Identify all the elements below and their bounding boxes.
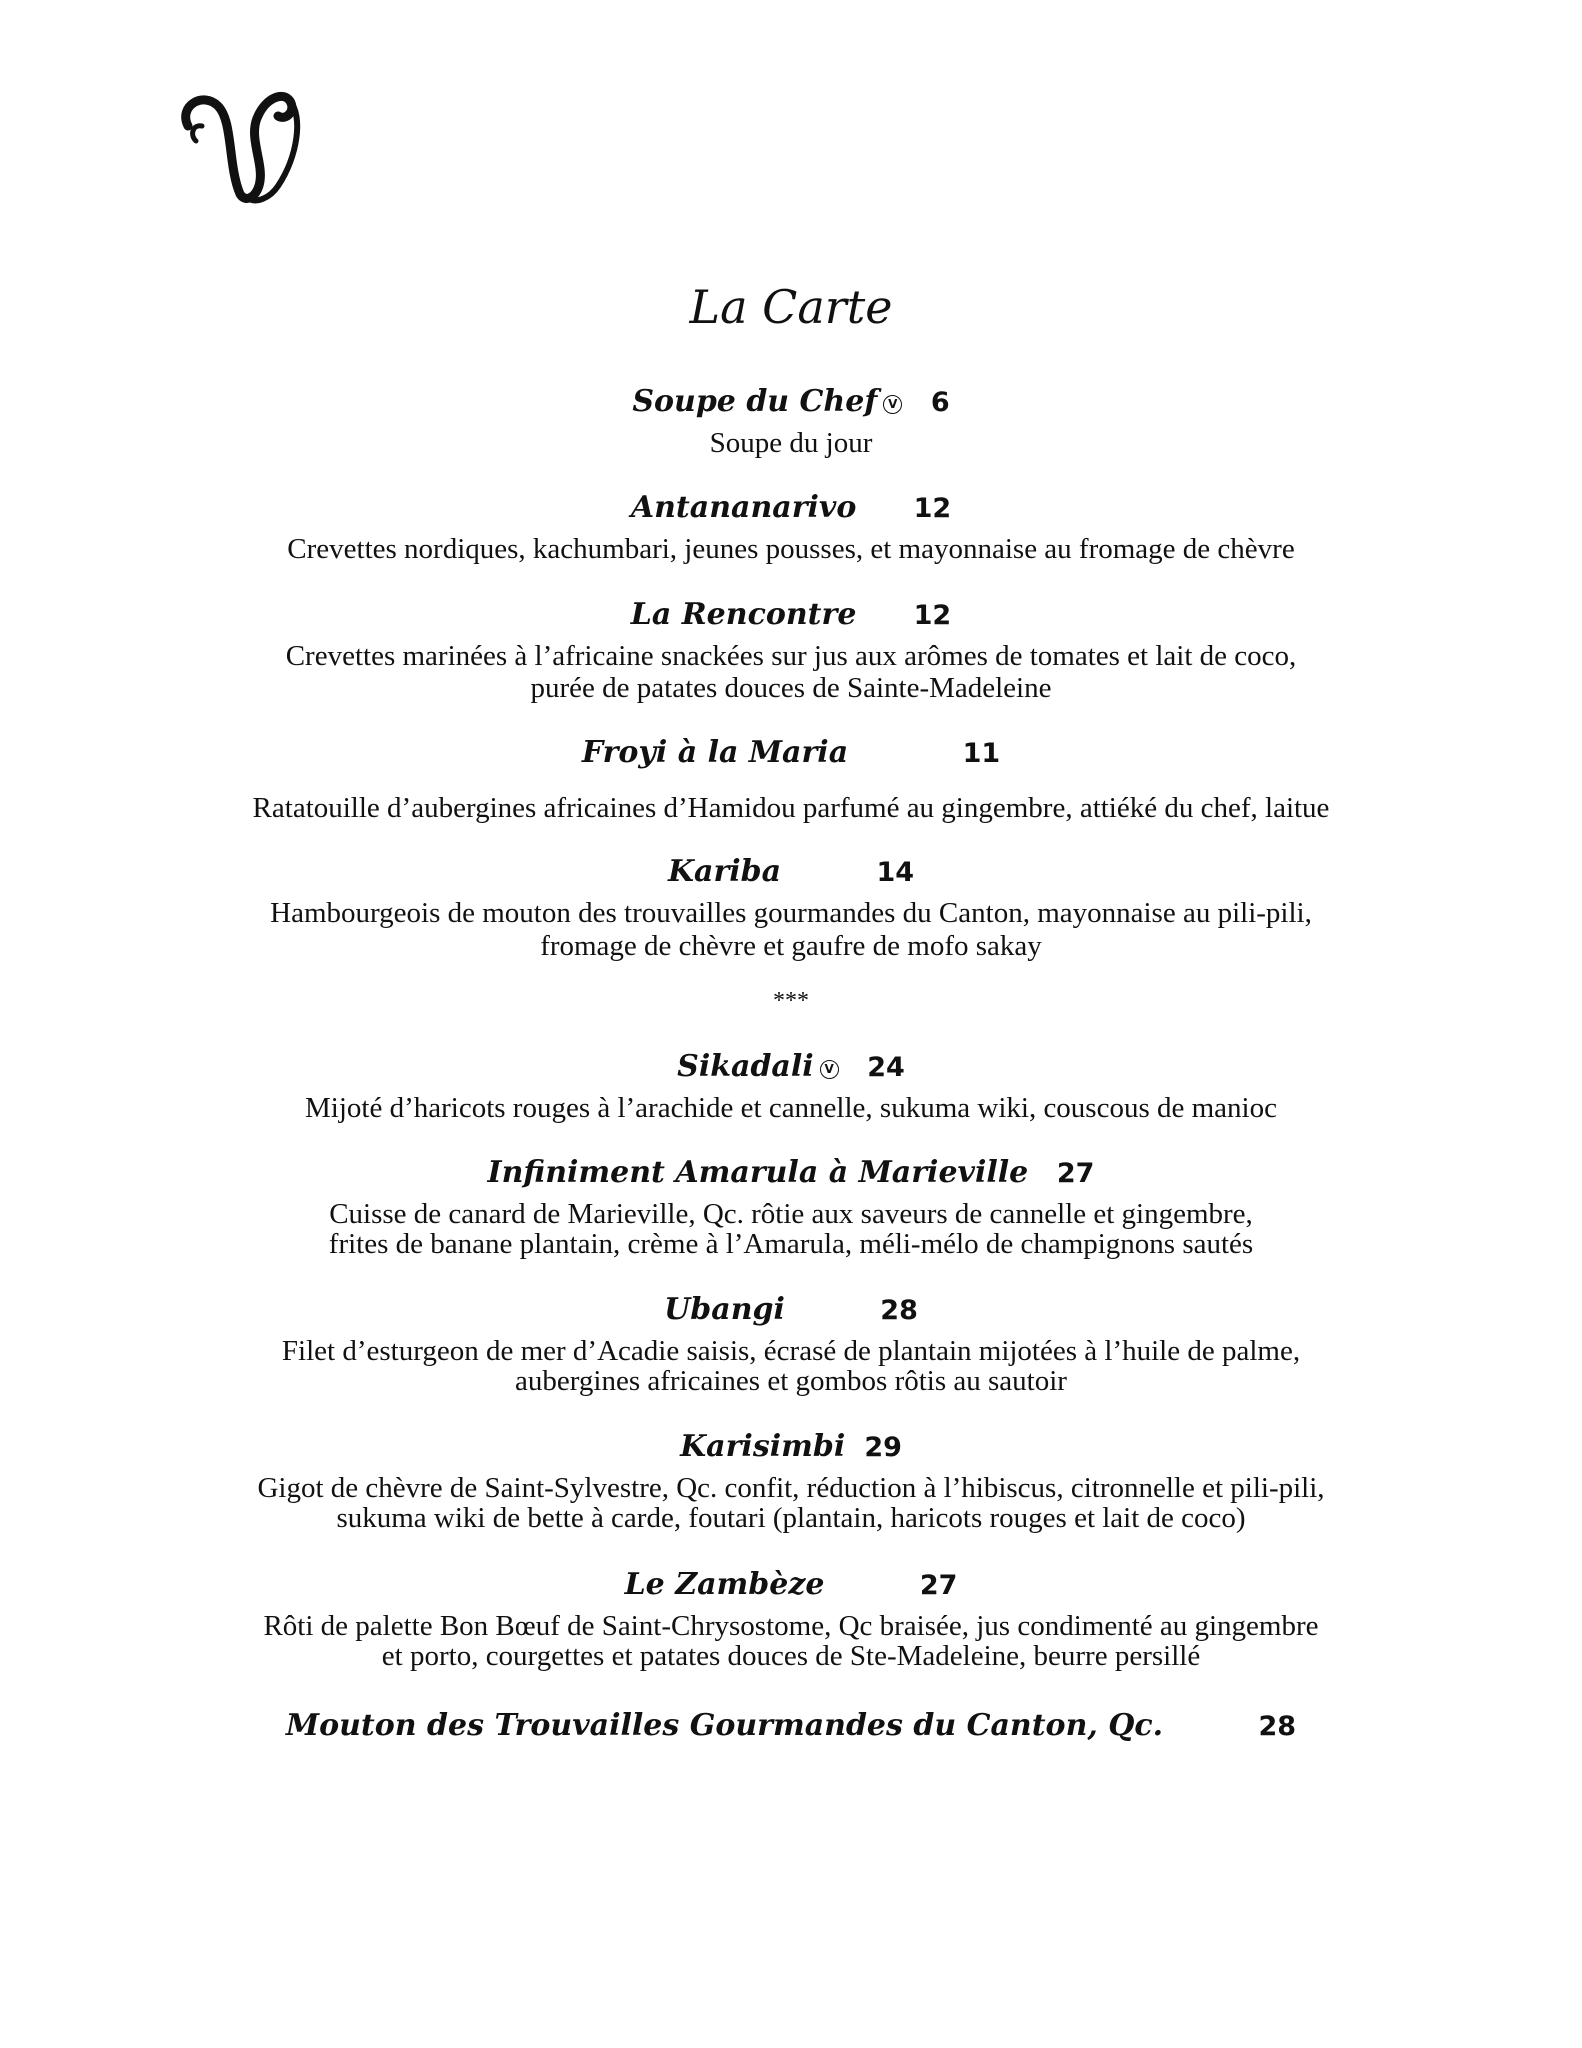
menu-item-heading [0,854,1582,891]
menu-item-description: Hambourgeois de mouton des trouvailles gourmandes du Canton, mayonnaise au pili-pili, [270,897,1312,929]
menu-item-heading [0,1708,1582,1745]
menu-item-price: 6 [930,387,950,418]
menu-item-heading [0,1049,1582,1086]
menu-title: La Carte [689,280,893,334]
menu-item-description: Soupe du jour [709,427,873,459]
menu-item-price: 28 [880,1295,918,1326]
section-separator: *** [773,988,809,1014]
menu-item-name: Sikadali [677,1049,814,1084]
menu-item-price: 28 [1258,1711,1297,1742]
menu-item-name: Froyi à la Maria [581,735,849,770]
menu-item-name: Le Zambèze [624,1567,825,1602]
menu-item-description: Ratatouille d’aubergines africaines d’Hamidou parfumé au gingembre, attiéké du chef, laitue [252,792,1330,824]
menu-item-name: Ubangi [664,1292,785,1327]
menu-item-description: Mijoté d’haricots rouges à l’arachide et cannelle, sukuma wiki, couscous de manioc [305,1092,1277,1124]
menu-item-description: et porto, courgettes et patates douces de Ste-Madeleine, beurre persillé [381,1640,1201,1672]
menu-item-description: Filet d’esturgeon de mer d’Acadie saisis, écrasé de plantain mijotées à l’huile de palme, [281,1335,1301,1367]
menu-item-heading [0,384,1582,421]
menu-item-description: frites de banane plantain, crème à l’Amarula, méli-mélo de champignons sautés [328,1228,1254,1260]
menu-item-name: Kariba [667,854,782,889]
menu-item-price: 24 [867,1052,905,1083]
menu-item-heading [0,597,1582,634]
menu-item-heading [0,1155,1582,1192]
menu-item-price: 29 [864,1432,902,1463]
menu-item-description: sukuma wiki de bette à carde, foutari (plantain, haricots rouges et lait de coco) [336,1502,1246,1534]
menu-item-price: 27 [1056,1158,1095,1189]
menu-item-description: Cuisse de canard de Marieville, Qc. rôtie aux saveurs de cannelle et gingembre, [329,1198,1253,1230]
menu-item-description: Gigot de chèvre de Saint-Sylvestre, Qc. confit, réduction à l’hibiscus, citronnelle et pili-pili, [257,1472,1325,1504]
menu-item-price: 11 [962,738,1001,769]
menu-item-description: Crevettes marinées à l’africaine snackées sur jus aux arômes de tomates et lait de coco, [285,640,1297,672]
menu-item-heading [0,490,1582,527]
menu-item-description: aubergines africaines et gombos rôtis au sautoir [515,1365,1067,1397]
menu-item-description: purée de patates douces de Sainte-Madeleine [530,672,1052,704]
menu-item-name: Soupe du Chef [632,384,878,419]
menu-item-heading [0,1429,1582,1466]
menu-item-description: fromage de chèvre et gaufre de mofo sakay [540,930,1042,962]
menu-item-name: Mouton des Trouvailles Gourmandes du Canton, Qc. [285,1708,1164,1743]
menu-item-heading [0,735,1582,772]
menu-item-price: 14 [876,857,915,888]
monogram-logo [178,86,308,206]
menu-item-heading [0,1567,1582,1604]
vegetarian-icon: V [883,395,902,414]
menu-item-name: Infiniment Amarula à Marieville [487,1155,1029,1190]
menu-item-description: Rôti de palette Bon Bœuf de Saint-Chrysostome, Qc braisée, jus condimenté au gingembre [263,1610,1319,1642]
menu-item-name: Karisimbi [680,1429,846,1464]
menu-item-name: Antananarivo [630,490,857,525]
menu-item-heading [0,1292,1582,1329]
vegetarian-icon: V [820,1060,839,1079]
menu-item-price: 27 [919,1570,958,1601]
menu-item-name: La Rencontre [630,597,857,632]
menu-item-price: 12 [913,600,952,631]
menu-item-price: 12 [913,493,952,524]
menu-item-description: Crevettes nordiques, kachumbari, jeunes pousses, et mayonnaise au fromage de chèvre [287,533,1295,565]
